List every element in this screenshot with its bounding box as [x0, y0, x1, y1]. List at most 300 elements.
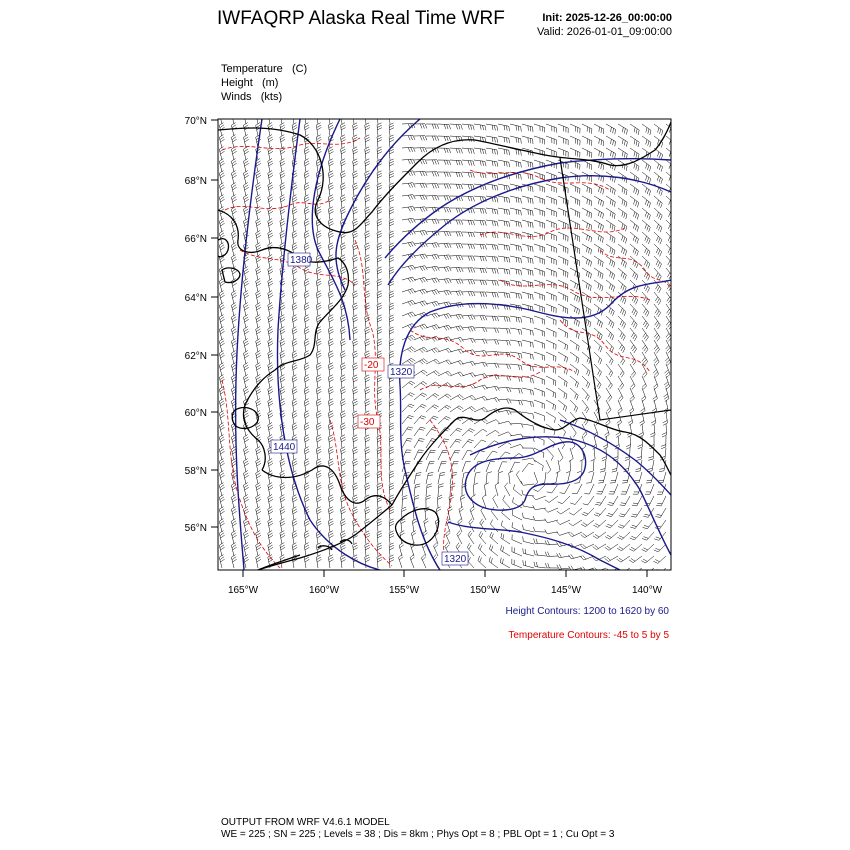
- wind-barb-feather: [482, 386, 485, 390]
- wind-barb: [649, 496, 654, 506]
- wind-barb: [365, 137, 366, 148]
- wind-barb-feather: [624, 213, 625, 218]
- wind-barb-feather: [509, 471, 513, 473]
- wind-barb-feather: [507, 329, 508, 334]
- wind-barb-feather: [521, 365, 522, 370]
- wind-barb-feather: [448, 360, 451, 364]
- wind-barb: [594, 352, 602, 360]
- wind-barb: [462, 439, 469, 448]
- wind-barb-feather: [533, 390, 534, 395]
- wind-barb-feather: [329, 305, 333, 307]
- wind-barb-feather: [411, 207, 413, 211]
- wind-barb: [365, 449, 366, 460]
- wind-barb-feather: [256, 245, 260, 248]
- wind-barb-feather: [633, 248, 635, 253]
- wind-barb-feather: [365, 248, 370, 250]
- wind-barb-feather: [659, 153, 661, 158]
- wind-barb-feather: [586, 409, 589, 413]
- wind-barb-feather: [521, 294, 522, 299]
- wind-barb-feather: [403, 486, 408, 487]
- wind-barb-feather: [377, 332, 382, 334]
- wind-barb-feather: [353, 509, 357, 511]
- wind-barb: [546, 316, 556, 320]
- wind-barb-feather: [612, 469, 617, 470]
- wind-barb: [491, 511, 498, 520]
- wind-barb-feather: [591, 459, 596, 461]
- wind-barb-feather: [219, 363, 223, 366]
- wind-barb-feather: [390, 200, 395, 202]
- wind-barb-feather: [221, 187, 225, 190]
- wind-barb-feather: [622, 483, 627, 484]
- wind-barb-feather: [495, 316, 497, 321]
- wind-barb-feather: [473, 327, 475, 331]
- wind-barb-feather: [221, 487, 225, 490]
- wind-barb-feather: [304, 267, 308, 270]
- wind-barb-feather: [219, 339, 223, 342]
- wind-barb: [575, 496, 582, 505]
- wind-barb-feather: [600, 273, 601, 278]
- wind-barb-feather: [410, 242, 413, 246]
- wind-barb-feather: [304, 231, 308, 234]
- wind-barb-feather: [233, 343, 237, 346]
- wind-barb-feather: [353, 269, 357, 271]
- wind-barb-feather: [646, 337, 649, 341]
- wind-barb-feather: [245, 451, 249, 454]
- wind-barb: [545, 472, 546, 483]
- wind-barb-feather: [468, 149, 469, 154]
- wind-barb-feather: [648, 468, 653, 469]
- wind-barb-feather: [341, 464, 345, 466]
- wind-barb-feather: [390, 464, 395, 466]
- wind-barb-feather: [645, 224, 647, 229]
- wind-barb-feather: [647, 226, 649, 231]
- wind-barb-feather: [579, 310, 580, 315]
- wind-barb: [377, 209, 378, 220]
- wind-barb-feather: [353, 399, 357, 401]
- wind-barb-feather: [292, 387, 296, 390]
- wind-barb-feather: [304, 219, 308, 222]
- wind-barb-feather: [292, 351, 296, 354]
- wind-barb-feather: [231, 435, 235, 438]
- wind-barb-feather: [232, 173, 236, 176]
- wind-barb-feather: [647, 201, 649, 206]
- wind-barb-feather: [646, 164, 647, 169]
- wind-barb-feather: [304, 447, 308, 450]
- wind-barb-feather: [485, 233, 486, 238]
- wind-barb-feather: [617, 548, 621, 551]
- wind-barb: [438, 124, 449, 125]
- wind-barb-feather: [353, 500, 357, 502]
- wind-barb-feather: [574, 483, 579, 484]
- wind-barb-feather: [377, 329, 382, 331]
- wind-barb-feather: [231, 291, 235, 294]
- wind-barb-feather: [365, 488, 370, 490]
- wind-barb-feather: [280, 497, 284, 500]
- wind-barb-feather: [633, 361, 636, 365]
- wind-barb-feather: [221, 523, 225, 526]
- wind-barb-feather: [409, 360, 413, 363]
- wind-barb-feather: [280, 185, 284, 188]
- wind-barb-feather: [365, 207, 370, 209]
- wind-barb-feather: [281, 187, 285, 190]
- wind-barb-feather: [668, 261, 670, 265]
- wind-barb: [389, 257, 390, 268]
- wind-barb-feather: [672, 204, 674, 209]
- wind-barb-feather: [575, 283, 576, 288]
- wind-barb-feather: [560, 493, 565, 494]
- wind-barb-feather: [341, 368, 345, 370]
- wind-barb-feather: [328, 339, 332, 341]
- wind-barb-feather: [445, 395, 449, 398]
- wind-barb-feather: [458, 533, 461, 537]
- wind-barb: [498, 160, 509, 162]
- wind-barb-feather: [663, 421, 667, 423]
- wind-barb-feather: [304, 291, 308, 294]
- wind-barb-feather: [659, 178, 661, 183]
- wind-barb-feather: [562, 445, 565, 449]
- wind-barb: [647, 532, 654, 540]
- wind-barb-feather: [432, 291, 435, 295]
- wind-barb-feather: [602, 262, 603, 267]
- wind-barb-feather: [655, 309, 658, 313]
- wind-barb-feather: [329, 404, 333, 406]
- wind-barb-feather: [625, 275, 627, 280]
- wind-barb-feather: [411, 147, 413, 152]
- wind-barb-feather: [591, 201, 592, 206]
- wind-barb-feather: [495, 281, 496, 286]
- wind-barb-feather: [412, 519, 416, 521]
- wind-barb-feather: [425, 277, 428, 281]
- wind-barb-feather: [365, 533, 370, 535]
- wind-barb-feather: [305, 283, 309, 286]
- wind-barb: [654, 304, 661, 313]
- wind-barb-feather: [601, 140, 602, 145]
- wind-barb-feather: [220, 413, 224, 416]
- wind-barb-feather: [219, 351, 223, 354]
- wind-barb-feather: [518, 234, 519, 239]
- wind-barb: [438, 416, 446, 424]
- wind-barb: [402, 324, 412, 328]
- wind-barb-feather: [244, 173, 248, 176]
- wind-barb-feather: [444, 124, 446, 129]
- wind-barb: [377, 269, 378, 280]
- wind-barb-feather: [365, 507, 370, 509]
- wind-barb: [482, 498, 486, 508]
- wind-barb-feather: [233, 295, 237, 298]
- wind-barb-feather: [365, 137, 370, 139]
- wind-barb-feather: [365, 440, 370, 442]
- wind-barb-feather: [221, 319, 225, 322]
- wind-barb-feather: [219, 375, 223, 378]
- wind-barb-feather: [233, 211, 237, 214]
- wind-barb: [389, 389, 390, 400]
- wind-barb-feather: [615, 178, 616, 183]
- wind-barb: [534, 412, 544, 416]
- wind-barb-feather: [389, 221, 394, 223]
- wind-barb-feather: [447, 533, 451, 537]
- wind-barb: [618, 400, 622, 410]
- wind-barb-feather: [437, 254, 439, 258]
- wind-barb-feather: [257, 463, 261, 466]
- wind-barb-feather: [601, 164, 602, 169]
- wind-barb-feather: [533, 211, 534, 216]
- wind-barb-feather: [637, 203, 638, 208]
- wind-barb-feather: [410, 336, 414, 339]
- wind-barb-feather: [221, 175, 225, 178]
- wind-barb: [606, 136, 616, 142]
- wind-barb-feather: [257, 247, 261, 250]
- wind-barb-feather: [408, 207, 410, 211]
- wind-barb-feather: [365, 437, 370, 439]
- wind-barb-feather: [268, 341, 272, 344]
- wind-barb-feather: [341, 147, 345, 149]
- wind-barb-feather: [431, 429, 436, 431]
- wind-barb-feather: [365, 459, 370, 461]
- wind-barb-feather: [603, 445, 607, 448]
- wind-barb: [402, 183, 413, 184]
- wind-barb: [365, 185, 366, 196]
- wind-barb-feather: [389, 341, 394, 343]
- wind-barb-feather: [497, 293, 498, 298]
- wind-barb: [486, 451, 493, 460]
- wind-barb: [498, 292, 509, 293]
- wind-barb-feather: [435, 172, 437, 177]
- wind-barb-feather: [377, 197, 382, 199]
- wind-barb: [547, 532, 558, 534]
- wind-barb: [414, 347, 424, 352]
- wind-barb-feather: [232, 461, 236, 464]
- wind-barb-feather: [497, 198, 498, 203]
- wind-barb-feather: [497, 398, 500, 402]
- wind-barb: [558, 388, 567, 394]
- wind-barb: [522, 232, 533, 235]
- wind-barb-feather: [390, 152, 395, 154]
- wind-barb-feather: [638, 447, 643, 449]
- wind-barb-feather: [533, 414, 534, 419]
- wind-barb-feather: [402, 507, 407, 509]
- wind-barb: [402, 381, 411, 388]
- wind-barb-feather: [377, 149, 382, 151]
- wind-barb-feather: [459, 160, 461, 165]
- wind-barb-feather: [256, 353, 260, 356]
- wind-barb: [486, 430, 495, 436]
- wind-barb-feather: [439, 486, 444, 487]
- wind-barb-feather: [497, 150, 498, 155]
- wind-barb-feather: [458, 384, 462, 388]
- wind-barb-feather: [623, 336, 625, 340]
- wind-barb: [353, 317, 354, 328]
- wind-barb: [377, 377, 378, 388]
- wind-barb-feather: [317, 413, 321, 415]
- wind-barb-feather: [410, 301, 413, 305]
- wind-barb-feather: [560, 458, 563, 462]
- wind-barb-feather: [328, 231, 332, 233]
- wind-barb: [570, 352, 579, 358]
- wind-barb: [377, 461, 378, 472]
- wind-barb: [474, 256, 485, 257]
- wind-barb-feather: [231, 543, 235, 546]
- wind-barb-feather: [528, 282, 529, 287]
- wind-barb-feather: [589, 176, 590, 181]
- wind-barb-feather: [456, 232, 458, 237]
- wind-barb: [654, 280, 661, 288]
- wind-barb-feather: [292, 291, 296, 294]
- wind-barb-feather: [521, 270, 522, 275]
- wind-barb-feather: [575, 420, 577, 424]
- wind-barb-feather: [328, 207, 332, 209]
- wind-barb-feather: [304, 183, 308, 186]
- wind-barb-feather: [483, 268, 485, 273]
- wind-barb: [534, 160, 545, 163]
- wind-barb-feather: [256, 317, 260, 320]
- wind-barb-feather: [317, 209, 321, 211]
- wind-barb-feather: [377, 173, 382, 175]
- wind-barb-feather: [602, 299, 603, 304]
- wind-barb-feather: [656, 273, 658, 277]
- wind-barb: [546, 208, 556, 212]
- wind-barb-feather: [480, 268, 482, 273]
- wind-barb-feather: [420, 418, 425, 420]
- wind-barb-feather: [365, 329, 370, 331]
- wind-barb-feather: [219, 135, 223, 138]
- wind-barb: [654, 196, 662, 203]
- wind-barb-feather: [578, 346, 579, 351]
- wind-barb-feather: [305, 187, 309, 190]
- wind-barb-feather: [220, 161, 224, 164]
- wind-barb-feather: [221, 403, 225, 406]
- wind-barb-feather: [245, 151, 249, 154]
- wind-barb-feather: [625, 459, 630, 461]
- wind-barb-feather: [221, 163, 225, 166]
- wind-barb-feather: [377, 296, 382, 298]
- wind-barb-feather: [530, 282, 531, 287]
- wind-barb: [582, 184, 592, 189]
- wind-barb: [630, 388, 634, 398]
- wind-barb: [365, 125, 366, 136]
- wind-barb-feather: [530, 354, 531, 359]
- wind-barb-feather: [316, 435, 320, 437]
- wind-barb-feather: [305, 415, 309, 418]
- wind-barb-feather: [495, 430, 499, 433]
- wind-barb: [510, 364, 521, 365]
- wind-barb: [353, 125, 354, 136]
- wind-barb-feather: [220, 401, 224, 404]
- wind-barb: [606, 352, 613, 360]
- wind-barb-feather: [437, 266, 440, 270]
- wind-barb-feather: [579, 322, 580, 327]
- wind-barb-feather: [458, 326, 461, 330]
- wind-barb-feather: [316, 135, 320, 137]
- wind-barb-feather: [389, 413, 394, 415]
- wind-barb-feather: [353, 315, 357, 317]
- wind-barb-feather: [317, 211, 321, 214]
- wind-barb: [389, 173, 390, 184]
- wind-barb-feather: [304, 339, 308, 342]
- wind-barb: [582, 244, 592, 250]
- wind-barb-feather: [599, 187, 600, 192]
- wind-barb-feather: [416, 473, 421, 474]
- wind-barb-feather: [636, 300, 638, 305]
- wind-barb: [666, 352, 671, 362]
- wind-barb-feather: [329, 317, 333, 319]
- wind-barb: [523, 484, 534, 485]
- wind-barb-feather: [353, 236, 357, 238]
- wind-barb-feather: [448, 383, 452, 386]
- wind-barb-feather: [657, 188, 659, 193]
- wind-barb-feather: [672, 228, 674, 233]
- wind-barb-feather: [471, 232, 473, 237]
- wind-barb-feather: [293, 175, 297, 178]
- wind-barb-feather: [281, 499, 285, 502]
- wind-barb-feather: [434, 372, 438, 375]
- wind-barb-feather: [341, 440, 345, 442]
- wind-barb-feather: [305, 245, 309, 248]
- wind-barb-feather: [447, 405, 451, 408]
- wind-barb-feather: [495, 173, 496, 178]
- wind-barb-feather: [293, 535, 297, 538]
- wind-barb-feather: [497, 138, 498, 143]
- wind-barb-feather: [219, 279, 223, 282]
- wind-barb-feather: [293, 511, 297, 514]
- wind-barb-feather: [377, 341, 382, 343]
- wind-barb-feather: [365, 272, 370, 274]
- wind-barb-feather: [442, 452, 447, 453]
- wind-barb: [353, 305, 354, 316]
- wind-barb-feather: [496, 420, 500, 424]
- wind-barb-feather: [293, 533, 297, 536]
- wind-barb-feather: [420, 231, 422, 235]
- wind-barb-feather: [602, 274, 603, 279]
- wind-barb-feather: [460, 372, 463, 376]
- wind-barb-feather: [435, 382, 439, 385]
- wind-barb-feather: [459, 256, 461, 261]
- wind-barb-feather: [365, 200, 370, 202]
- wind-barb-feather: [523, 536, 524, 541]
- wind-barb-feather: [521, 258, 522, 263]
- wind-barb-feather: [587, 235, 588, 240]
- wind-barb-feather: [641, 408, 645, 411]
- wind-barb-feather: [655, 347, 658, 351]
- wind-barb-feather: [616, 435, 620, 438]
- wind-barb-feather: [656, 505, 661, 506]
- wind-barb-feather: [472, 395, 476, 399]
- wind-barb: [610, 520, 618, 528]
- wind-barb-feather: [292, 135, 296, 138]
- wind-barb-feather: [365, 399, 370, 401]
- wind-barb: [650, 484, 654, 494]
- wind-barb: [438, 394, 447, 400]
- wind-barb-feather: [377, 401, 382, 403]
- wind-barb-feather: [268, 305, 272, 308]
- wind-barb: [642, 376, 647, 386]
- wind-barb-feather: [637, 227, 639, 232]
- wind-barb-feather: [220, 533, 224, 536]
- wind-barb-feather: [268, 377, 272, 380]
- wind-barb-feather: [341, 471, 345, 473]
- wind-barb-feather: [565, 407, 566, 412]
- field-unit: (C): [291, 63, 308, 75]
- wind-barb-feather: [245, 343, 249, 346]
- wind-barb-feather: [257, 187, 261, 190]
- wind-barb-feather: [623, 274, 625, 279]
- wind-barb-feather: [479, 531, 481, 535]
- wind-barb-feather: [232, 185, 236, 188]
- wind-barb-feather: [468, 430, 473, 432]
- wind-barb-feather: [353, 339, 357, 341]
- valid-time: Valid: 2026-01-01_09:00:00: [537, 26, 672, 38]
- wind-barb: [546, 244, 556, 248]
- wind-barb-feather: [305, 317, 309, 320]
